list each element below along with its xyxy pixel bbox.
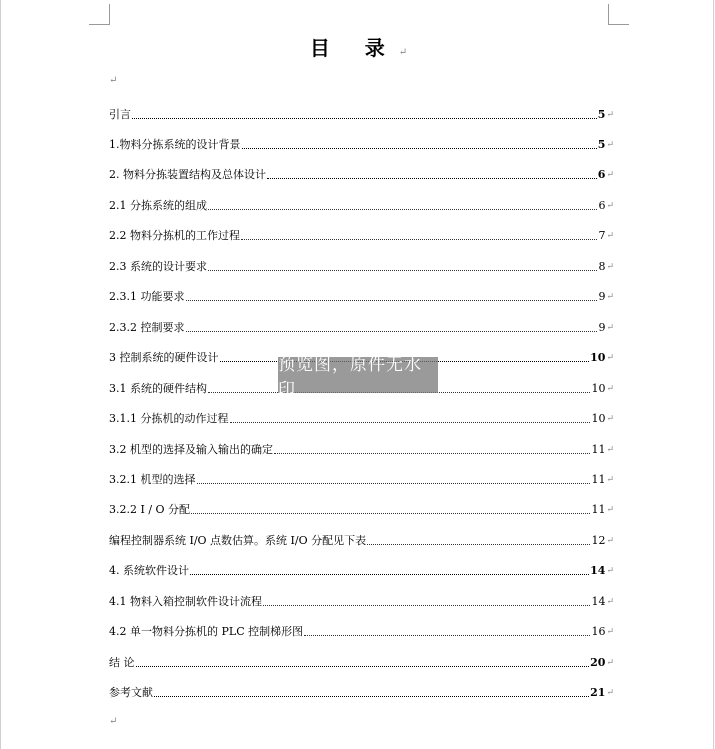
toc-leader-dots (136, 666, 590, 667)
paragraph-mark-icon: ↵ (606, 262, 614, 272)
toc-entry-label: 1.物料分拣系统的设计背景 (109, 138, 241, 151)
toc-entry-page: 9 (598, 321, 606, 334)
toc-entry-page: 21 (590, 686, 606, 699)
toc-entry-label: 3.1 系统的硬件结构 (109, 382, 207, 395)
paragraph-mark-icon: ↵ (606, 292, 614, 302)
toc-entry[interactable] (109, 654, 614, 670)
paragraph-mark-icon: ↵ (606, 323, 614, 333)
watermark-label: 预览图，原件无水印 (278, 357, 438, 393)
toc-entry-label: 2.3.1 功能要求 (109, 290, 185, 303)
toc-entry[interactable] (109, 197, 614, 213)
toc-entry-label: 3 控制系统的硬件设计 (109, 351, 219, 364)
toc-entry-page: 14 (590, 564, 606, 577)
toc-entry-label: 参考文献 (109, 686, 153, 699)
margin-corner-top-right (608, 4, 629, 25)
toc-entry[interactable] (109, 227, 614, 243)
toc-entry-label: 3.2 机型的选择及输入输出的确定 (109, 443, 273, 456)
toc-entry[interactable] (109, 471, 614, 487)
toc-entry-page: 11 (591, 443, 606, 456)
toc-entry-page: 5 (597, 138, 606, 151)
toc-entry-label: 4. 系统软件设计 (109, 564, 189, 577)
paragraph-mark-icon: ↵ (606, 384, 614, 394)
toc-entry[interactable] (109, 593, 614, 609)
paragraph-mark-icon: ↵ (606, 566, 614, 576)
paragraph-mark-icon: ↵ (606, 140, 614, 150)
toc-entry-label: 3.2.1 机型的选择 (109, 473, 196, 486)
toc-entry-label: 引言 (109, 108, 131, 121)
toc-leader-dots (132, 118, 597, 119)
toc-entry-page: 11 (591, 473, 606, 486)
toc-leader-dots (154, 696, 589, 697)
toc-leader-dots (367, 544, 590, 545)
toc-entry-page: 16 (591, 625, 606, 638)
toc-entry-label: 4.2 单一物料分拣机的 PLC 控制梯形图 (109, 625, 304, 638)
paragraph-mark-icon: ↵ (606, 445, 614, 455)
toc-entry-page: 11 (591, 503, 606, 516)
toc-entry[interactable] (109, 410, 614, 426)
toc-leader-dots (242, 148, 597, 149)
paragraph-mark-icon: ↵ (606, 475, 614, 485)
paragraph-mark-icon: ↵ (606, 597, 614, 607)
toc-leader-dots (186, 300, 598, 301)
toc-entry-page: 10 (591, 382, 606, 395)
toc-entry-page: 10 (591, 412, 606, 425)
paragraph-mark-icon: ↵ (606, 231, 614, 241)
toc-leader-dots (241, 239, 597, 240)
toc-entry-label: 2.3.2 控制要求 (109, 321, 185, 334)
paragraph-mark-icon: ↵ (398, 47, 408, 58)
toc-leader-dots (191, 513, 590, 514)
toc-entry-label: 2.2 物料分拣机的工作过程 (109, 229, 240, 242)
paragraph-mark-icon: ↵ (606, 353, 614, 363)
toc-entry-label: 3.2.2 I / O 分配 (109, 503, 191, 516)
toc-entry-label: 2. 物料分拣装置结构及总体设计 (109, 168, 266, 181)
toc-entry[interactable] (109, 532, 614, 548)
paragraph-mark-icon: ↵ (606, 414, 614, 424)
toc-entry-label: 2.3 系统的设计要求 (109, 260, 207, 273)
toc-entry[interactable] (109, 441, 614, 457)
paragraph-mark-icon: ↵ (606, 170, 614, 180)
paragraph-mark-icon: ↵ (109, 75, 118, 86)
paragraph-mark-icon: ↵ (606, 505, 614, 515)
toc-entry-label: 2.1 分拣系统的组成 (109, 199, 207, 212)
toc-entry[interactable] (109, 166, 614, 182)
toc-entry[interactable] (109, 106, 614, 122)
paragraph-mark-icon: ↵ (606, 627, 614, 637)
paragraph-mark-icon: ↵ (606, 201, 614, 211)
toc-leader-dots (208, 209, 597, 210)
paragraph-mark-icon: ↵ (606, 658, 614, 668)
page-title (1, 32, 715, 61)
toc-leader-dots (208, 270, 597, 271)
toc-entry-label: 4.1 物料入箱控制软件设计流程 (109, 595, 262, 608)
toc-entry-label: 3.1.1 分拣机的动作过程 (109, 412, 229, 425)
toc-leader-dots (263, 605, 590, 606)
toc-entry-page: 6 (598, 199, 606, 212)
toc-entry-page: 12 (591, 534, 606, 547)
toc-entry-label: 编程控制器系统 I/O 点数估算。系统 I/O 分配见下表 (109, 534, 367, 547)
toc-leader-dots (267, 178, 597, 179)
toc-entry[interactable] (109, 684, 614, 700)
toc-entry[interactable] (109, 258, 614, 274)
toc-leader-dots (230, 422, 591, 423)
toc-entry-page: 8 (598, 260, 606, 273)
toc-leader-dots (304, 635, 590, 636)
toc-leader-dots (186, 331, 598, 332)
paragraph-mark-icon: ↵ (606, 536, 614, 546)
toc-entry-page: 14 (591, 595, 606, 608)
toc-leader-dots (197, 483, 591, 484)
toc-entry[interactable] (109, 562, 614, 578)
toc-leader-dots (190, 574, 589, 575)
toc-entry[interactable] (109, 501, 614, 517)
toc-entry-page: 9 (598, 290, 606, 303)
toc-entry[interactable] (109, 319, 614, 335)
paragraph-mark-icon: ↵ (606, 110, 614, 120)
toc-entry-page: 20 (590, 656, 606, 669)
toc-entry-page: 6 (597, 168, 606, 181)
toc-entry-label: 结 论 (109, 656, 135, 669)
toc-entry[interactable] (109, 136, 614, 152)
paragraph-mark-icon: ↵ (606, 688, 614, 698)
title-text: 目 录 (309, 36, 399, 60)
toc-entry-page: 10 (590, 351, 606, 364)
toc-entry-page: 7 (598, 229, 606, 242)
toc-entry[interactable] (109, 288, 614, 304)
toc-entry[interactable] (109, 623, 614, 639)
margin-corner-top-left (89, 4, 110, 25)
toc-entry-page: 5 (597, 108, 606, 121)
toc-leader-dots (274, 453, 590, 454)
paragraph-mark-icon: ↵ (109, 716, 118, 727)
